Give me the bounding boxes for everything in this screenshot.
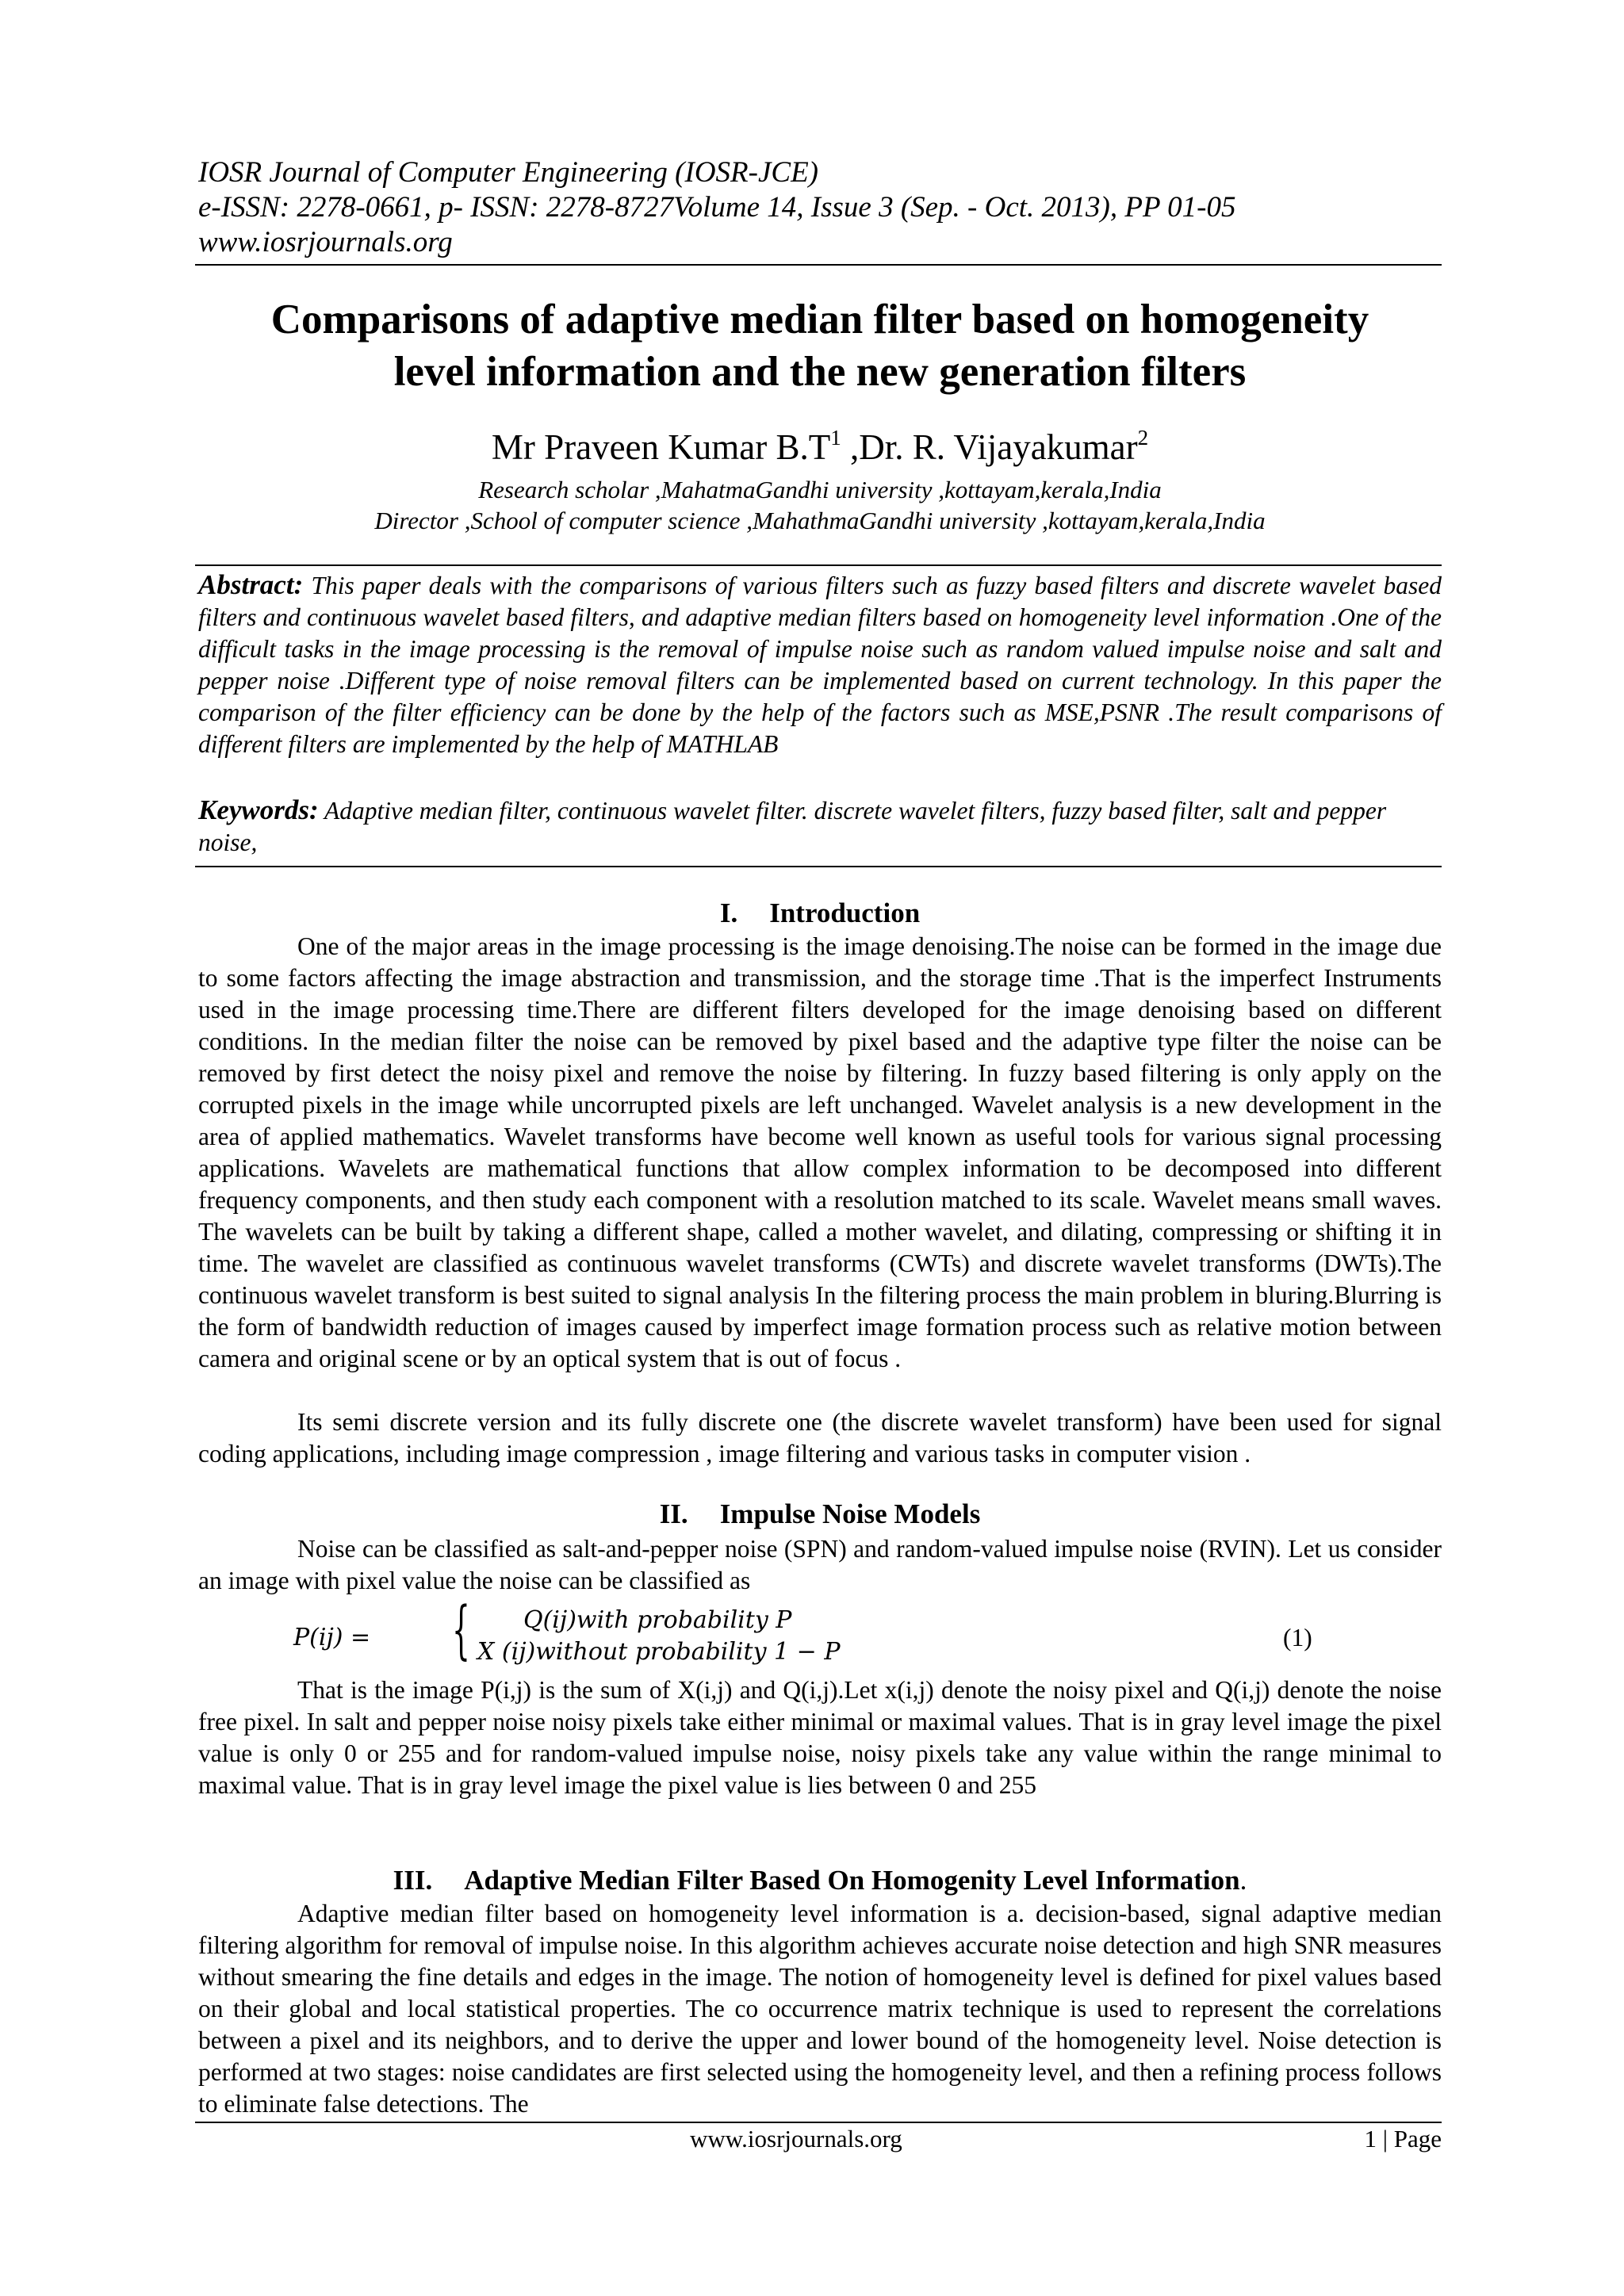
journal-header <box>198 155 1442 260</box>
abstract <box>198 569 1442 760</box>
author-1-sup: 1 <box>830 426 841 450</box>
equation-1 <box>293 1593 1451 1673</box>
footer-url: www.iosrjournals.org <box>690 2125 902 2152</box>
section-number: III. <box>393 1865 433 1896</box>
adaptive-paragraph-1 <box>198 1898 1442 2120</box>
journal-name: IOSR Journal of Computer Engineering (IOSR-JCE) <box>198 156 818 189</box>
noise-paragraph-2 <box>198 1674 1442 1801</box>
affiliation-2: Director ,School of computer science ,MahathmaGandhi university ,kottayam,kerala,India <box>374 507 1266 534</box>
header-divider <box>195 264 1442 266</box>
section-title: Impulse Noise Models <box>719 1498 981 1529</box>
section-number: II. <box>659 1498 688 1529</box>
equation-case-1: Q(ij)with probability P <box>523 1606 792 1634</box>
section-title: Introduction <box>769 897 921 928</box>
paper-title <box>198 293 1442 398</box>
keywords <box>198 794 1442 859</box>
keywords-text: Adaptive median filter, continuous wavelet filter. discrete wavelet filters, fuzzy based filter, salt and pepper noise, <box>198 797 1387 856</box>
section-heading-impulse-noise <box>198 1497 1442 1532</box>
footer-page-number: 1 | Page <box>1364 2125 1442 2152</box>
section-title: Adaptive Median Filter Based On Homogenity Level Information <box>464 1865 1240 1896</box>
abstract-top-divider <box>195 564 1442 566</box>
paragraph-text: Noise can be classified as salt-and-pepper noise (SPN) and random-valued impulse noise (RVIN). Let us consider an image with pixel value the noise can be classified as <box>198 1535 1442 1594</box>
equation-case-2: X (ij)without probability 1 − P <box>477 1638 841 1666</box>
paragraph-text: That is the image P(i,j) is the sum of X(i,j) and Q(i,j).Let x(i,j) denote the noisy pixel and Q(i,j) denote the noise free pixel. In salt and pepper noise noisy pixels take either minimal or maximal values. That is in gray level image the pixel value is only 0 or 255 and for random-valued impulse noise, noisy pixels take any value within the range minimal to maximal value. That is in gray level image the pixel value is lies between 0 and 255 <box>198 1676 1442 1799</box>
abstract-label: Abstract: <box>198 569 304 600</box>
section-title-end: . <box>1239 1865 1247 1896</box>
paragraph-text: One of the major areas in the image processing is the image denoising.The noise can be formed in the image due to some factors affecting the image abstraction and transmission, and the storage time .That is the imperfect Instruments used in the image processing time.There are different filters developed for the image denoising based on different conditions. In the median filter the noise can be removed by pixel based and the adaptive type filter the noise can be removed by first detect the noisy pixel and remove the noise by filtering. In fuzzy based filtering is only apply on the corrupted pixels in the image while uncorrupted pixels are left unchanged. Wavelet analysis is a new development in the area of applied mathematics. Wavelet transforms have become well known as useful tools for various signal processing applications. Wavelets are mathematical functions that allow complex information to be decomposed into different frequency components, and then study each component with a resolution matched to its scale. Wavelet means small waves. The wavelets can be built by taking a different shape, called a mother wavelet, and dilating, compressing or shifting it in time. The wavelet are classified as continuous wavelet transforms (CWTs) and discrete wavelet transforms (DWTs).The continuous wavelet transform is best suited to signal analysis In the filtering process the main problem in bluring.Blurring is the form of bandwidth reduction of images caused by imperfect image formation process such as relative motion between camera and original scene or by an optical system that is out of focus . <box>198 932 1442 1372</box>
abstract-text: This paper deals with the comparisons of various filters such as fuzzy based filters and discrete wavelet based filters and continuous wavelet based filters, and adaptive median filters based on homogeneity level information .One of the difficult tasks in the image processing is the removal of impulse noise such as random valued impulse noise and salt and pepper noise .Different type of noise removal filters can be implemented based on current technology. In this paper the comparison of the filter efficiency can be done by the help of the factors such as MSE,PSNR .The result comparisons of different filters are implemented by the help of MATHLAB <box>198 572 1442 758</box>
title-line-1: Comparisons of adaptive median filter based on homogeneity <box>270 297 1369 342</box>
paragraph-text: Adaptive median filter based on homogeneity level information is a. decision-based, signal adaptive median filtering algorithm for removal of impulse noise. In this algorithm achieves accurate noise detection and high SNR measures without smearing the fine details and edges in the image. The notion of homogeneity level is defined for pixel values based on their global and local statistical properties. The co occurrence matrix technique is used to represent the correlations between a pixel and its neighbors, and to derive the upper and lower bound of the homogeneity level. Noise detection is performed at two stages: noise candidates are first selected using the homogeneity level, and then a refining process follows to eliminate false detections. The <box>198 1900 1442 2118</box>
affiliation-1: Research scholar ,MahatmaGandhi university ,kottayam,kerala,India <box>478 476 1162 503</box>
section-heading-introduction <box>198 896 1442 931</box>
keywords-label: Keywords: <box>198 794 319 825</box>
paragraph-text: Its semi discrete version and its fully discrete one (the discrete wavelet transform) have been used for signal coding applications, including image compression , image filtering and various tasks in computer vision . <box>198 1408 1442 1468</box>
section-heading-adaptive-median <box>198 1863 1442 1898</box>
noise-paragraph-1 <box>198 1533 1442 1597</box>
affiliations <box>198 474 1442 536</box>
journal-site: www.iosrjournals.org <box>198 226 453 258</box>
equation-lhs: P(ij) = <box>293 1624 371 1651</box>
equation-number: (1) <box>1283 1624 1312 1651</box>
equation-brace: { <box>452 1593 470 1667</box>
title-line-2: level information and the new generation filters <box>393 349 1247 395</box>
intro-paragraph-1 <box>198 931 1442 1375</box>
author-1: Mr Praveen Kumar B.T <box>491 427 831 467</box>
author-2-sup: 2 <box>1137 426 1149 450</box>
author-2: ,Dr. R. Vijayakumar <box>841 427 1138 467</box>
journal-issn: e-ISSN: 2278-0661, p- ISSN: 2278-8727Volume 14, Issue 3 (Sep. - Oct. 2013), PP 01-05 <box>198 191 1236 224</box>
footer-divider <box>195 2122 1442 2123</box>
section-number: I. <box>719 897 738 928</box>
intro-paragraph-2 <box>198 1406 1442 1470</box>
abstract-bottom-divider <box>195 866 1442 867</box>
authors <box>198 425 1442 469</box>
